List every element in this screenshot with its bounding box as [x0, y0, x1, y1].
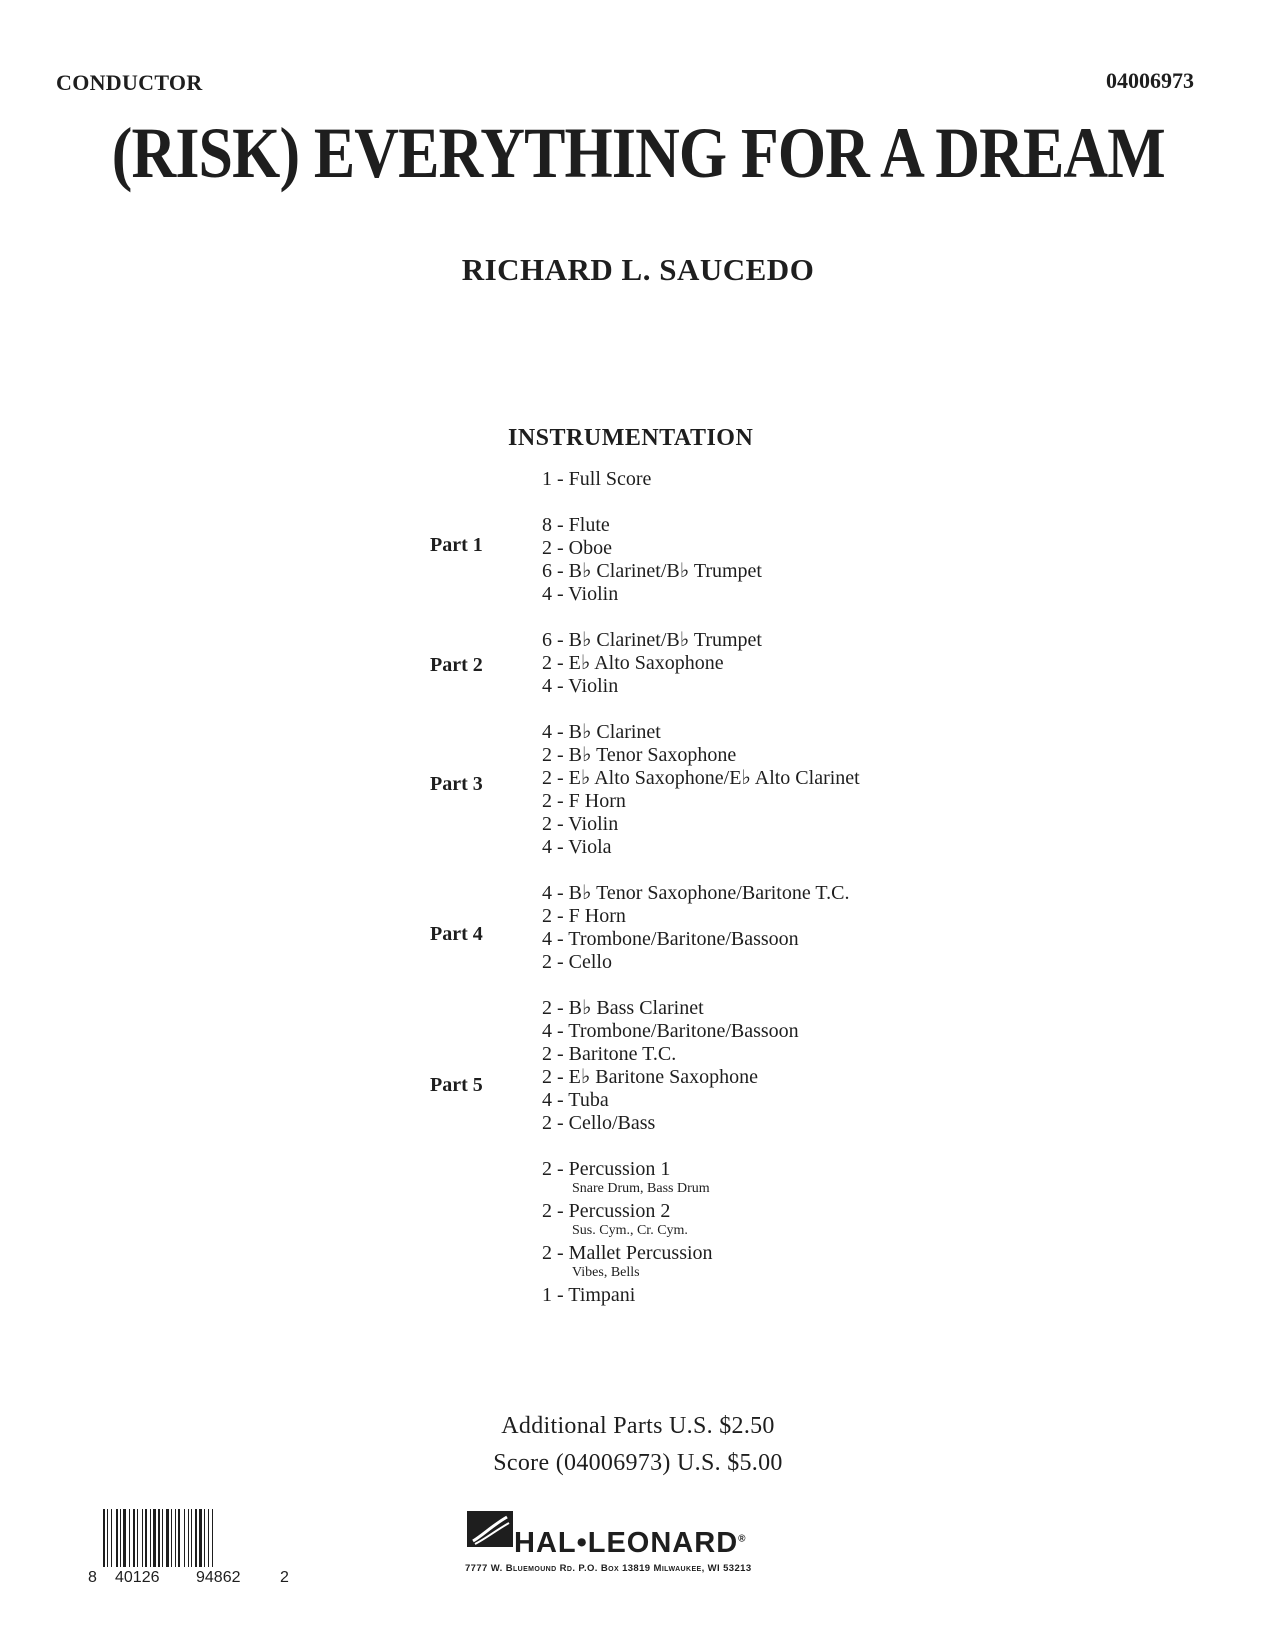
barcode-digit-group-right: 94862	[196, 1569, 241, 1586]
barcode-bar	[103, 1509, 105, 1567]
barcode-bar	[150, 1509, 151, 1567]
list-item: 4 - Trombone/Baritone/Bassoon	[542, 928, 799, 950]
list-item: 2 - Baritone T.C.	[542, 1043, 677, 1065]
score-price: Score (04006973) U.S. $5.00	[493, 1450, 783, 1476]
barcode-bar	[137, 1509, 138, 1567]
registered-mark: ®	[738, 1533, 747, 1545]
barcode-bar	[133, 1509, 135, 1567]
barcode-bar	[171, 1509, 172, 1567]
barcode-bar	[162, 1509, 163, 1567]
list-item: 2 - Cello/Bass	[542, 1112, 656, 1134]
barcode-image	[103, 1509, 275, 1567]
publisher-name	[514, 1527, 747, 1560]
barcode-bar	[188, 1509, 189, 1567]
barcode-bar	[166, 1509, 169, 1567]
list-item: 4 - B♭ Tenor Saxophone/Baritone T.C.	[542, 882, 850, 904]
list-item: 2 - F Horn	[542, 790, 626, 812]
composer-name: RICHARD L. SAUCEDO	[461, 252, 815, 287]
full-score-item: 1 - Full Score	[542, 468, 652, 490]
list-item: 2 - F Horn	[542, 905, 626, 927]
list-item: 4 - Trombone/Baritone/Bassoon	[542, 1020, 799, 1042]
list-item: 4 - Viola	[542, 836, 612, 858]
barcode-bar	[184, 1509, 185, 1567]
list-item: 6 - B♭ Clarinet/B♭ Trumpet	[542, 629, 762, 651]
list-item: 8 - Flute	[542, 514, 610, 536]
part-4-label: Part 4	[430, 923, 483, 945]
list-item: 2 - Violin	[542, 813, 619, 835]
barcode-bar	[195, 1509, 197, 1567]
barcode-digit-lead: 8	[88, 1569, 97, 1586]
barcode-bar	[175, 1509, 176, 1567]
barcode-bar	[208, 1509, 209, 1567]
barcode-bar	[212, 1509, 213, 1567]
list-item: 6 - B♭ Clarinet/B♭ Trumpet	[542, 560, 762, 582]
percussion-item: 1 - Timpani	[542, 1284, 636, 1306]
list-item: 2 - E♭ Alto Saxophone	[542, 652, 724, 674]
part-1-label: Part 1	[430, 534, 483, 556]
percussion-detail: Sus. Cym., Cr. Cym.	[572, 1223, 688, 1238]
publisher-name-text: HAL•LEONARD	[514, 1527, 739, 1559]
list-item: 2 - Oboe	[542, 537, 612, 559]
barcode-digit-check: 2	[280, 1569, 289, 1586]
percussion-detail: Vibes, Bells	[572, 1265, 640, 1280]
part-3-label: Part 3	[430, 773, 483, 795]
barcode-bar	[129, 1509, 130, 1567]
barcode-digit-group-left: 40126	[115, 1569, 160, 1586]
additional-parts-price: Additional Parts U.S. $2.50	[501, 1413, 775, 1439]
list-item: 4 - Tuba	[542, 1089, 609, 1111]
publisher-address: 7777 W. Bluemound Rd. P.O. Box 13819 Milwaukee, WI 53213	[465, 1563, 752, 1574]
list-item: 2 - B♭ Tenor Saxophone	[542, 744, 737, 766]
list-item: 4 - Violin	[542, 675, 619, 697]
list-item: 2 - E♭ Baritone Saxophone	[542, 1066, 759, 1088]
list-item: 4 - Violin	[542, 583, 619, 605]
instrumentation-heading: INSTRUMENTATION	[508, 425, 754, 451]
barcode-bar	[153, 1509, 156, 1567]
barcode-bar	[178, 1509, 180, 1567]
barcode-bar	[204, 1509, 205, 1567]
barcode-bar	[120, 1509, 121, 1567]
barcode-bar	[158, 1509, 160, 1567]
catalog-number: 04006973	[1106, 68, 1194, 93]
percussion-item: 2 - Mallet Percussion	[542, 1242, 713, 1264]
barcode-bar	[142, 1509, 143, 1567]
part-2-label: Part 2	[430, 654, 483, 676]
barcode-bar	[116, 1509, 118, 1567]
list-item: 4 - B♭ Clarinet	[542, 721, 661, 743]
barcode-bar	[199, 1509, 202, 1567]
list-item: 2 - Cello	[542, 951, 612, 973]
barcode-bar	[123, 1509, 126, 1567]
list-item: 2 - E♭ Alto Saxophone/E♭ Alto Clarinet	[542, 767, 860, 789]
part-5-label: Part 5	[430, 1074, 483, 1096]
percussion-detail: Snare Drum, Bass Drum	[572, 1181, 710, 1196]
page-title: (RISK) EVERYTHING FOR A DREAM	[111, 113, 1165, 193]
score-type-label: CONDUCTOR	[56, 70, 203, 95]
percussion-item: 2 - Percussion 2	[542, 1200, 671, 1222]
barcode-bar	[111, 1509, 112, 1567]
barcode-bar	[145, 1509, 147, 1567]
list-item: 2 - B♭ Bass Clarinet	[542, 997, 704, 1019]
percussion-item: 2 - Percussion 1	[542, 1158, 671, 1180]
barcode-bar	[107, 1509, 108, 1567]
barcode-bar	[191, 1509, 192, 1567]
